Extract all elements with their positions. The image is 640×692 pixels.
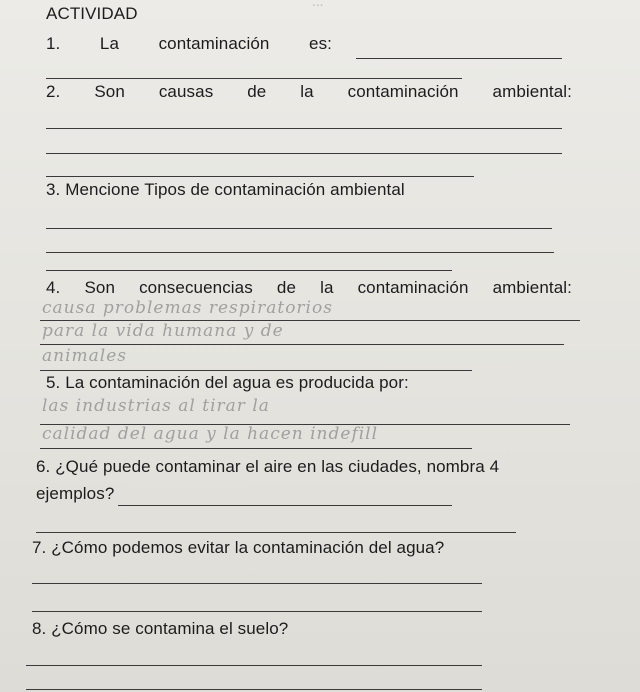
handwritten-answer: para la vida humana y de: [42, 321, 284, 341]
q4-word: ambiental:: [492, 278, 572, 297]
handwritten-answer: animales: [42, 346, 127, 366]
answer-line[interactable]: [46, 128, 562, 129]
question-1: [46, 34, 332, 54]
answer-line[interactable]: [26, 689, 482, 690]
q2-number: 2.: [46, 82, 61, 101]
q1-word: contaminación: [158, 34, 270, 53]
answer-line[interactable]: [26, 665, 482, 666]
q4-word: Son: [84, 278, 116, 297]
q2-word: ambiental:: [492, 82, 572, 101]
handwritten-answer: las industrias al tirar la: [42, 396, 270, 416]
q4-word: la: [320, 278, 334, 297]
answer-line[interactable]: [40, 344, 564, 345]
answer-line[interactable]: [46, 270, 452, 271]
question-8: 8. ¿Cómo se contamina el suelo?: [32, 619, 289, 638]
q2-word: la: [300, 82, 314, 101]
answer-line[interactable]: [40, 370, 472, 371]
question-6: 6. ¿Qué puede contaminar el aire en las ciudades, nombra 4: [36, 457, 500, 476]
answer-line[interactable]: [118, 505, 452, 506]
q4-number: 4.: [46, 278, 61, 297]
question-5: 5. La contaminación del agua es producida por:: [46, 373, 409, 392]
worksheet-title: ACTIVIDAD: [46, 4, 138, 23]
answer-line[interactable]: [46, 78, 462, 79]
question-2: [46, 82, 572, 102]
answer-line[interactable]: [46, 176, 474, 177]
answer-line[interactable]: [32, 611, 482, 612]
q2-word: Son: [94, 82, 125, 101]
answer-line[interactable]: [32, 583, 482, 584]
q4-word: consecuencias: [139, 278, 253, 297]
top-scribble: ...: [312, 0, 324, 9]
q2-word: de: [247, 82, 267, 101]
answer-line[interactable]: [46, 252, 554, 253]
answer-line[interactable]: [36, 532, 516, 533]
answer-line[interactable]: [46, 228, 552, 229]
handwritten-answer: causa problemas respiratorios: [42, 298, 333, 318]
q1-word: es:: [309, 34, 332, 53]
q2-word: contaminación: [347, 82, 459, 101]
handwritten-answer: calidad del agua y la hacen indefill: [42, 424, 379, 444]
question-6-continued: ejemplos?: [36, 484, 115, 503]
question-3: 3. Mencione Tipos de contaminación ambiental: [46, 180, 405, 199]
q4-word: de: [276, 278, 297, 297]
question-7: 7. ¿Cómo podemos evitar la contaminación del agua?: [32, 538, 445, 557]
q1-number: 1.: [46, 34, 61, 53]
answer-line[interactable]: [356, 58, 562, 59]
q2-word: causas: [158, 82, 214, 101]
answer-line[interactable]: [46, 153, 562, 154]
question-4: [46, 278, 572, 298]
q4-word: contaminación: [357, 278, 469, 297]
answer-line[interactable]: [40, 448, 472, 449]
q1-word: La: [99, 34, 120, 53]
